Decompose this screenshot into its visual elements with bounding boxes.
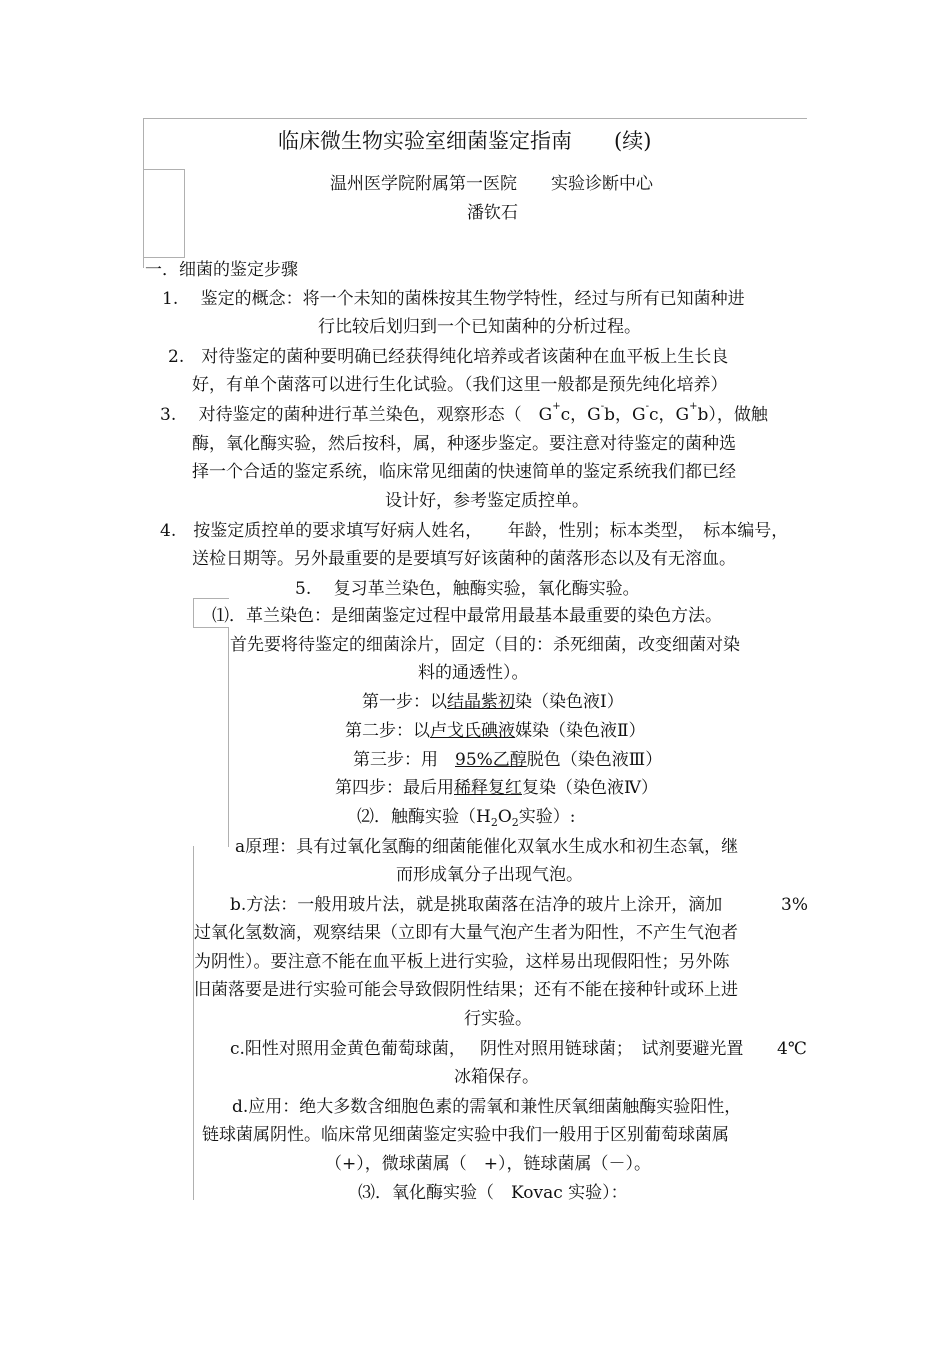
gram-intro-line1: 首先要将待鉴定的细菌涂片，固定（目的：杀死细菌，改变细菌对染 [230, 635, 740, 655]
gram-form-3: G-c [632, 401, 659, 425]
catalase-c-line1-right: 4℃ [777, 1039, 807, 1059]
gram-step4-reagent: 稀释复红 [454, 778, 522, 798]
item3-line1: 3. 对待鉴定的菌种进行革兰染色，观察形态（ G+c，G-b，G-c，G+b），做触 [160, 401, 768, 425]
gram-intro-line2: 料的通透性）。 [418, 663, 529, 683]
catalase-heading: ⑵．触酶实验（$H_2O_2$实验）: [357, 807, 576, 829]
item3-line3: 择一个合适的鉴定系统，临床常见细菌的快速简单的鉴定系统我们都已经 [192, 462, 736, 482]
gram-step1-reagent: 结晶紫初 [447, 692, 515, 712]
gram-step2: 第二步：以卢戈氏碘液媒染（染色液Ⅱ） [345, 721, 646, 741]
catalase-b-line5: 行实验。 [464, 1009, 532, 1029]
author: 潘钦石 [467, 203, 518, 223]
item3-line2: 酶，氧化酶实验，然后按科，属，种逐步鉴定。要注意对待鉴定的菌种选 [192, 434, 736, 454]
catalase-b-line1: b.方法：一般用玻片法，就是挑取菌落在洁净的玻片上涂开，滴加 [230, 895, 723, 915]
item3-line4: 设计好，参考鉴定质控单。 [385, 491, 589, 511]
catalase-a-line1: a原理：具有过氧化氢酶的细菌能催化双氧水生成水和初生态氧，继 [235, 837, 739, 857]
item3-line1-end: ，做触 [716, 405, 768, 425]
gram-step2-reagent: 卢戈氏碘液 [430, 721, 515, 741]
catalase-b-line1-right: 3% [781, 895, 808, 915]
gram-step3: 第三步：用 95%乙醇脱色（染色液Ⅲ） [353, 750, 663, 770]
catalase-d-line1: d.应用：绝大多数含细胞色素的需氧和兼性厌氧细菌触酶实验阳性， [232, 1097, 742, 1117]
gram-inner-vertical-rule [228, 627, 229, 847]
frame-sub-bottom-rule [143, 257, 185, 258]
gram-heading: ⑴．革兰染色：是细菌鉴定过程中最常用最基本最重要的染色方法。 [212, 606, 722, 626]
frame-left-rule [143, 118, 144, 268]
gram-step4: 第四步：最后用稀释复红复染（染色液Ⅳ） [335, 778, 658, 798]
item3-line1-start: 3. 对待鉴定的菌种进行革兰染色，观察形态（ [160, 405, 539, 425]
catalase-b-line2: 过氧化氢数滴，观察结果（立即有大量气泡产生者为阳性，不产生气泡者 [194, 923, 738, 943]
gram-form-2: G-b [587, 401, 616, 425]
gram-top-rule [193, 598, 229, 599]
frame-sub-right-rule [184, 169, 185, 257]
catalase-d-line3: （+），微球菌属（ +），链球菌属（－）。 [325, 1154, 651, 1174]
item4-line2: 送检日期等。另外最重要的是要填写好该菌种的菌落形态以及有无溶血。 [192, 549, 736, 569]
item5: 5. 复习革兰染色，触酶实验，氧化酶实验。 [295, 579, 640, 599]
item4-line1: 4. 按鉴定质控单的要求填写好病人姓名， 年龄，性别；标本类型， 标本编号， [160, 521, 789, 541]
gram-left-rule [193, 598, 194, 628]
gram-step3-reagent: 95%乙醇 [455, 750, 527, 770]
frame-sub-top-rule [143, 169, 185, 170]
frame-top-rule [143, 118, 807, 119]
section-heading: 一．细菌的鉴定步骤 [145, 260, 298, 280]
catalase-b-line4: 旧菌落要是进行实验可能会导致假阴性结果；还有不能在接种针或环上进 [194, 980, 738, 1000]
gram-inner-rule [193, 627, 229, 628]
catalase-a-line2: 而形成氧分子出现气泡。 [396, 865, 583, 885]
page-title: 临床微生物实验室细菌鉴定指南 (续) [278, 129, 652, 153]
catalase-c-line1: c.阳性对照用金黄色葡萄球菌， 阴性对照用链球菌； 试剂要避光置 [230, 1039, 744, 1059]
oxidase-heading: ⑶．氧化酶实验（ Kovac 实验）： [358, 1183, 628, 1203]
item2-line2: 好，有单个菌落可以进行生化试验。（我们这里一般都是预先纯化培养） [192, 375, 728, 395]
item1-line1: 1. 鉴定的概念：将一个未知的菌株按其生物学特性，经过与所有已知菌种进 [162, 289, 745, 309]
item2-line1: 2. 对待鉴定的菌种要明确已经获得纯化培养或者该菌种在血平板上生长良 [168, 347, 729, 367]
catalase-b-line3: 为阴性）。要注意不能在血平板上进行实验，这样易出现假阳性；另外陈 [194, 952, 730, 972]
catalase-d-line2: 链球菌属阴性。临床常见细菌鉴定实验中我们一般用于区别葡萄球菌属 [202, 1125, 729, 1145]
gram-step1: 第一步：以结晶紫初染（染色液Ⅰ） [362, 692, 624, 712]
affiliation: 温州医学院附属第一医院 实验诊断中心 [330, 174, 653, 194]
catalase-left-rule [193, 846, 194, 1200]
gram-form-4: G+b [675, 401, 709, 425]
catalase-c-line2: 冰箱保存。 [454, 1067, 539, 1087]
item1-line2: 行比较后划归到一个已知菌种的分析过程。 [318, 317, 641, 337]
gram-form-1: G+c [538, 401, 571, 425]
